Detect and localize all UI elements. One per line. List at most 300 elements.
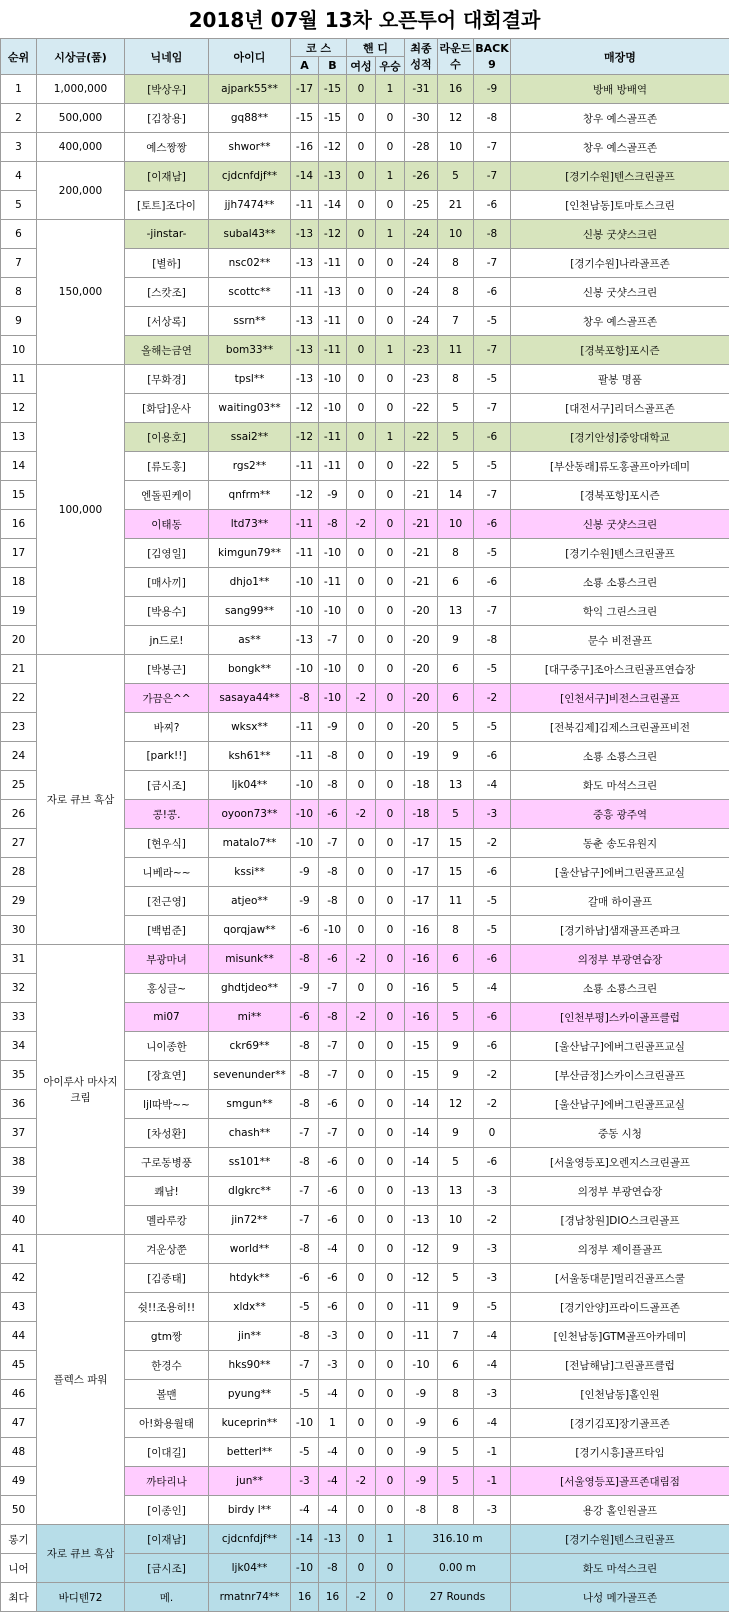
final-score-cell: -20 xyxy=(405,684,438,713)
handicap-winner-cell: 1 xyxy=(376,220,405,249)
rounds-cell: 9 xyxy=(438,742,474,771)
back9-cell: -7 xyxy=(474,162,511,191)
final-score-cell: -12 xyxy=(405,1235,438,1264)
course-a-cell: -17 xyxy=(291,75,319,104)
back9-cell: -8 xyxy=(474,220,511,249)
course-a-cell: -6 xyxy=(291,916,319,945)
course-a-cell: -7 xyxy=(291,1119,319,1148)
back9-cell: -5 xyxy=(474,916,511,945)
back9-cell: -3 xyxy=(474,1177,511,1206)
final-score-cell: -14 xyxy=(405,1119,438,1148)
nickname-cell: 까타리나 xyxy=(125,1467,209,1496)
course-a-cell: -11 xyxy=(291,713,319,742)
handicap-winner-cell: 0 xyxy=(376,655,405,684)
rounds-cell: 7 xyxy=(438,1322,474,1351)
back9-cell: -2 xyxy=(474,684,511,713)
handicap-female-cell: 0 xyxy=(347,771,376,800)
course-b-cell: -14 xyxy=(319,191,347,220)
course-a-cell: -13 xyxy=(291,336,319,365)
handicap-winner-cell: 0 xyxy=(376,1467,405,1496)
handicap-female-cell: -2 xyxy=(347,800,376,829)
nickname-cell: [박용수] xyxy=(125,597,209,626)
handicap-winner-cell: 0 xyxy=(376,1322,405,1351)
handicap-winner-cell: 0 xyxy=(376,858,405,887)
course-b-cell: -7 xyxy=(319,1119,347,1148)
rounds-cell: 14 xyxy=(438,481,474,510)
rounds-cell: 13 xyxy=(438,597,474,626)
handicap-winner-cell: 0 xyxy=(376,1206,405,1235)
nickname-cell: [토트]조다이 xyxy=(125,191,209,220)
course-b-cell: -9 xyxy=(319,713,347,742)
final-score-cell: -31 xyxy=(405,75,438,104)
course-b-cell: -10 xyxy=(319,539,347,568)
final-score-cell: -22 xyxy=(405,423,438,452)
rank-cell: 20 xyxy=(1,626,37,655)
id-cell: oyoon73** xyxy=(209,800,291,829)
handicap-female-cell: 0 xyxy=(347,1322,376,1351)
handicap-winner-cell: 0 xyxy=(376,916,405,945)
id-cell: xldx** xyxy=(209,1293,291,1322)
id-cell: ss101** xyxy=(209,1148,291,1177)
id-cell: kssi** xyxy=(209,858,291,887)
handicap-winner-cell: 0 xyxy=(376,452,405,481)
store-cell: [경기수원]나라골프존 xyxy=(511,249,729,278)
handicap-winner-cell: 0 xyxy=(376,1380,405,1409)
final-score-cell: -9 xyxy=(405,1467,438,1496)
table-row xyxy=(1,220,729,249)
rank-cell: 39 xyxy=(1,1177,37,1206)
back9-cell: -7 xyxy=(474,481,511,510)
course-b-cell: -11 xyxy=(319,249,347,278)
store-cell: 소룡 소룡스크린 xyxy=(511,568,729,597)
handicap-winner-cell: 1 xyxy=(376,1525,405,1554)
back9-cell: -1 xyxy=(474,1438,511,1467)
table-row xyxy=(1,104,729,133)
nickname-cell: jn드로! xyxy=(125,626,209,655)
back9-cell: -2 xyxy=(474,1206,511,1235)
course-b-cell: -4 xyxy=(319,1496,347,1525)
id-cell: htdyk** xyxy=(209,1264,291,1293)
course-b-cell: -12 xyxy=(319,133,347,162)
course-b-cell: -10 xyxy=(319,684,347,713)
course-b-cell: -8 xyxy=(319,858,347,887)
id-cell: as** xyxy=(209,626,291,655)
id-cell: ljk04** xyxy=(209,771,291,800)
handicap-female-cell: 0 xyxy=(347,858,376,887)
course-b-cell: -8 xyxy=(319,1003,347,1032)
id-cell: bongk** xyxy=(209,655,291,684)
handicap-female-cell: 0 xyxy=(347,1554,376,1583)
course-b-cell: -3 xyxy=(319,1351,347,1380)
header-rounds: 라운드 수 xyxy=(438,39,474,75)
rounds-cell: 9 xyxy=(438,1032,474,1061)
nickname-cell: [금시조] xyxy=(125,771,209,800)
header-handicap-winner: 우승 xyxy=(376,57,405,75)
nickname-cell: [백범준] xyxy=(125,916,209,945)
handicap-winner-cell: 0 xyxy=(376,539,405,568)
course-b-cell: -10 xyxy=(319,916,347,945)
id-cell: kuceprin** xyxy=(209,1409,291,1438)
back9-cell: -3 xyxy=(474,1264,511,1293)
store-cell: [서울영등포]골프존대림점 xyxy=(511,1467,729,1496)
header-back9: BACK 9 xyxy=(474,39,511,75)
final-score-cell: -16 xyxy=(405,974,438,1003)
handicap-winner-cell: 0 xyxy=(376,1438,405,1467)
final-score-cell: -22 xyxy=(405,452,438,481)
final-score-cell: -18 xyxy=(405,800,438,829)
handicap-female-cell: 0 xyxy=(347,1496,376,1525)
handicap-winner-cell: 0 xyxy=(376,597,405,626)
final-score-cell: -28 xyxy=(405,133,438,162)
back9-cell: 0 xyxy=(474,1119,511,1148)
rank-cell: 40 xyxy=(1,1206,37,1235)
rank-cell: 22 xyxy=(1,684,37,713)
id-cell: rgs2** xyxy=(209,452,291,481)
back9-cell: -5 xyxy=(474,655,511,684)
handicap-winner-cell: 0 xyxy=(376,829,405,858)
course-b-cell: -11 xyxy=(319,336,347,365)
course-b-cell: -11 xyxy=(319,452,347,481)
id-cell: ssai2** xyxy=(209,423,291,452)
rounds-cell: 5 xyxy=(438,800,474,829)
store-cell: [경북포항]포시즌 xyxy=(511,336,729,365)
store-cell: [경기하남]샘재골프존파크 xyxy=(511,916,729,945)
final-score-cell: -20 xyxy=(405,626,438,655)
nickname-cell: [이대길] xyxy=(125,1438,209,1467)
course-b-cell: -7 xyxy=(319,626,347,655)
rounds-cell: 9 xyxy=(438,1293,474,1322)
rounds-cell: 9 xyxy=(438,1119,474,1148)
id-cell: scottc** xyxy=(209,278,291,307)
handicap-female-cell: -2 xyxy=(347,684,376,713)
rank-cell: 12 xyxy=(1,394,37,423)
store-cell: [서울영등포]오렌지스크린골프 xyxy=(511,1148,729,1177)
rounds-cell: 7 xyxy=(438,307,474,336)
course-a-cell: -12 xyxy=(291,394,319,423)
course-a-cell: -8 xyxy=(291,1090,319,1119)
final-score-cell: -20 xyxy=(405,713,438,742)
back9-cell: -3 xyxy=(474,800,511,829)
rounds-cell: 5 xyxy=(438,974,474,1003)
handicap-female-cell: -2 xyxy=(347,510,376,539)
course-b-cell: -10 xyxy=(319,597,347,626)
handicap-winner-cell: 0 xyxy=(376,365,405,394)
handicap-female-cell: 0 xyxy=(347,1293,376,1322)
rank-cell: 16 xyxy=(1,510,37,539)
id-cell: misunk** xyxy=(209,945,291,974)
final-score-cell: -23 xyxy=(405,336,438,365)
nickname-cell: [무화경] xyxy=(125,365,209,394)
rounds-cell: 21 xyxy=(438,191,474,220)
rounds-cell: 5 xyxy=(438,452,474,481)
rank-cell: 5 xyxy=(1,191,37,220)
store-cell: 학익 그린스크린 xyxy=(511,597,729,626)
store-cell: 창우 예스골프존 xyxy=(511,307,729,336)
rounds-cell: 6 xyxy=(438,1409,474,1438)
course-a-cell: -12 xyxy=(291,481,319,510)
nickname-cell: 홍싱글~ xyxy=(125,974,209,1003)
nickname-cell: 쾌남! xyxy=(125,1177,209,1206)
final-score-cell: -9 xyxy=(405,1380,438,1409)
handicap-female-cell: 0 xyxy=(347,75,376,104)
store-cell: [경기안성]중앙대학교 xyxy=(511,423,729,452)
rank-cell: 8 xyxy=(1,278,37,307)
course-b-cell: -8 xyxy=(319,887,347,916)
handicap-winner-cell: 0 xyxy=(376,800,405,829)
back9-cell: -7 xyxy=(474,394,511,423)
final-score-cell: -21 xyxy=(405,510,438,539)
course-b-cell: -15 xyxy=(319,75,347,104)
nickname-cell: 볼맨 xyxy=(125,1380,209,1409)
id-cell: ghdtjdeo** xyxy=(209,974,291,1003)
table-row xyxy=(1,655,729,684)
rank-cell: 42 xyxy=(1,1264,37,1293)
final-score-cell: -18 xyxy=(405,771,438,800)
course-b-cell: -13 xyxy=(319,278,347,307)
course-b-cell: -6 xyxy=(319,1206,347,1235)
final-score-cell: -17 xyxy=(405,829,438,858)
back9-cell: -5 xyxy=(474,539,511,568)
id-cell: ltd73** xyxy=(209,510,291,539)
award-result-cell: 27 Rounds xyxy=(405,1583,511,1612)
handicap-winner-cell: 0 xyxy=(376,771,405,800)
handicap-female-cell: 0 xyxy=(347,626,376,655)
rank-cell: 21 xyxy=(1,655,37,684)
handicap-winner-cell: 0 xyxy=(376,742,405,771)
course-b-cell: -4 xyxy=(319,1467,347,1496)
handicap-female-cell: 0 xyxy=(347,539,376,568)
back9-cell: -4 xyxy=(474,974,511,1003)
back9-cell: -3 xyxy=(474,1380,511,1409)
rounds-cell: 8 xyxy=(438,539,474,568)
store-cell: [인천부평]스카이골프클럽 xyxy=(511,1003,729,1032)
rounds-cell: 15 xyxy=(438,829,474,858)
course-b-cell: -11 xyxy=(319,307,347,336)
back9-cell: -6 xyxy=(474,510,511,539)
course-b-cell: -6 xyxy=(319,1148,347,1177)
rank-cell: 50 xyxy=(1,1496,37,1525)
handicap-winner-cell: 1 xyxy=(376,423,405,452)
handicap-winner-cell: 0 xyxy=(376,945,405,974)
rounds-cell: 8 xyxy=(438,365,474,394)
course-a-cell: -9 xyxy=(291,858,319,887)
nickname-cell: [김영일] xyxy=(125,539,209,568)
course-a-cell: -10 xyxy=(291,800,319,829)
back9-cell: -6 xyxy=(474,423,511,452)
nickname-cell: gtm짱 xyxy=(125,1322,209,1351)
prize-cell: 자로 큐브 흑삼 xyxy=(37,655,125,945)
handicap-female-cell: 0 xyxy=(347,162,376,191)
results-table xyxy=(0,38,729,1612)
store-cell: 용강 홀인원골프 xyxy=(511,1496,729,1525)
store-cell: 신봉 굿샷스크린 xyxy=(511,220,729,249)
nickname-cell: 예스짱짱 xyxy=(125,133,209,162)
handicap-winner-cell: 0 xyxy=(376,1409,405,1438)
handicap-winner-cell: 0 xyxy=(376,626,405,655)
rounds-cell: 9 xyxy=(438,1061,474,1090)
handicap-female-cell: 0 xyxy=(347,1061,376,1090)
final-score-cell: -8 xyxy=(405,1496,438,1525)
table-row xyxy=(1,1235,729,1264)
rank-cell: 2 xyxy=(1,104,37,133)
handicap-female-cell: 0 xyxy=(347,1351,376,1380)
back9-cell: -4 xyxy=(474,1322,511,1351)
back9-cell: -6 xyxy=(474,858,511,887)
rank-cell: 9 xyxy=(1,307,37,336)
back9-cell: -7 xyxy=(474,597,511,626)
handicap-winner-cell: 0 xyxy=(376,510,405,539)
back9-cell: -1 xyxy=(474,1467,511,1496)
rank-cell: 13 xyxy=(1,423,37,452)
course-b-cell: -7 xyxy=(319,1032,347,1061)
back9-cell: -5 xyxy=(474,307,511,336)
rounds-cell: 8 xyxy=(438,916,474,945)
store-cell: [경남창원]DIO스크린골프 xyxy=(511,1206,729,1235)
course-b-cell: -11 xyxy=(319,423,347,452)
final-score-cell: -9 xyxy=(405,1409,438,1438)
nickname-cell: -jinstar- xyxy=(125,220,209,249)
store-cell: [대구중구]조아스크린골프연습장 xyxy=(511,655,729,684)
store-cell: [경기안양]프라이드골프존 xyxy=(511,1293,729,1322)
rank-cell: 17 xyxy=(1,539,37,568)
final-score-cell: -21 xyxy=(405,481,438,510)
course-b-cell: -8 xyxy=(319,1554,347,1583)
header-nickname: 닉네임 xyxy=(125,39,209,75)
course-a-cell: -10 xyxy=(291,568,319,597)
handicap-winner-cell: 0 xyxy=(376,307,405,336)
handicap-female-cell: 0 xyxy=(347,597,376,626)
prize-cell: 400,000 xyxy=(37,133,125,162)
handicap-winner-cell: 0 xyxy=(376,133,405,162)
id-cell: ljk04** xyxy=(209,1554,291,1583)
nickname-cell: 한경수 xyxy=(125,1351,209,1380)
header-store: 매장명 xyxy=(511,39,729,75)
course-b-cell: -12 xyxy=(319,220,347,249)
handicap-female-cell: -2 xyxy=(347,1583,376,1612)
id-cell: ajpark55** xyxy=(209,75,291,104)
rounds-cell: 8 xyxy=(438,249,474,278)
final-score-cell: -11 xyxy=(405,1322,438,1351)
handicap-female-cell: 0 xyxy=(347,220,376,249)
nickname-cell: [서상록] xyxy=(125,307,209,336)
id-cell: nsc02** xyxy=(209,249,291,278)
handicap-female-cell: 0 xyxy=(347,1206,376,1235)
back9-cell: -8 xyxy=(474,626,511,655)
final-score-cell: -16 xyxy=(405,1003,438,1032)
nickname-cell: 니베라~~ xyxy=(125,858,209,887)
header-course: 코 스 xyxy=(291,39,347,57)
course-a-cell: -10 xyxy=(291,1554,319,1583)
nickname-cell: [현우식] xyxy=(125,829,209,858)
nickname-cell: [스캇조] xyxy=(125,278,209,307)
course-b-cell: -8 xyxy=(319,742,347,771)
handicap-winner-cell: 1 xyxy=(376,336,405,365)
rank-cell: 7 xyxy=(1,249,37,278)
final-score-cell: -22 xyxy=(405,394,438,423)
store-cell: [울산남구]에버그린골프교실 xyxy=(511,858,729,887)
id-cell: chash** xyxy=(209,1119,291,1148)
course-b-cell: -8 xyxy=(319,771,347,800)
prize-cell: 150,000 xyxy=(37,220,125,365)
rounds-cell: 13 xyxy=(438,1177,474,1206)
final-score-cell: -25 xyxy=(405,191,438,220)
back9-cell: -6 xyxy=(474,1003,511,1032)
handicap-female-cell: 0 xyxy=(347,336,376,365)
rank-cell: 34 xyxy=(1,1032,37,1061)
header-prize: 시상금(품) xyxy=(37,39,125,75)
handicap-winner-cell: 0 xyxy=(376,713,405,742)
course-a-cell: -11 xyxy=(291,191,319,220)
rounds-cell: 11 xyxy=(438,336,474,365)
rank-cell: 38 xyxy=(1,1148,37,1177)
course-a-cell: -15 xyxy=(291,104,319,133)
final-score-cell: -24 xyxy=(405,278,438,307)
id-cell: dhjo1** xyxy=(209,568,291,597)
course-b-cell: -13 xyxy=(319,162,347,191)
rank-cell: 37 xyxy=(1,1119,37,1148)
handicap-female-cell: 0 xyxy=(347,481,376,510)
store-cell: 팔봉 명품 xyxy=(511,365,729,394)
handicap-winner-cell: 0 xyxy=(376,887,405,916)
final-score-cell: -11 xyxy=(405,1293,438,1322)
rank-cell: 45 xyxy=(1,1351,37,1380)
rank-cell: 35 xyxy=(1,1061,37,1090)
final-score-cell: -30 xyxy=(405,104,438,133)
handicap-female-cell: 0 xyxy=(347,365,376,394)
course-a-cell: -11 xyxy=(291,539,319,568)
rounds-cell: 16 xyxy=(438,75,474,104)
back9-cell: -6 xyxy=(474,945,511,974)
course-a-cell: -8 xyxy=(291,684,319,713)
id-cell: mi** xyxy=(209,1003,291,1032)
id-cell: jun** xyxy=(209,1467,291,1496)
course-a-cell: -13 xyxy=(291,307,319,336)
final-score-cell: -14 xyxy=(405,1148,438,1177)
handicap-female-cell: 0 xyxy=(347,1119,376,1148)
nickname-cell: [금시조] xyxy=(125,1554,209,1583)
header-rank: 순위 xyxy=(1,39,37,75)
rounds-cell: 8 xyxy=(438,278,474,307)
rank-cell: 26 xyxy=(1,800,37,829)
nickname-cell: [박봉근] xyxy=(125,655,209,684)
handicap-winner-cell: 0 xyxy=(376,684,405,713)
award-row xyxy=(1,1525,729,1554)
store-cell: 화도 마석스크린 xyxy=(511,771,729,800)
rounds-cell: 5 xyxy=(438,1438,474,1467)
course-a-cell: -10 xyxy=(291,829,319,858)
handicap-female-cell: 0 xyxy=(347,1264,376,1293)
award-result-cell: 316.10 m xyxy=(405,1525,511,1554)
nickname-cell: 니이종한 xyxy=(125,1032,209,1061)
back9-cell: -6 xyxy=(474,1032,511,1061)
final-score-cell: -23 xyxy=(405,365,438,394)
store-cell: [전북김제]김제스크린골프비전 xyxy=(511,713,729,742)
handicap-winner-cell: 0 xyxy=(376,249,405,278)
course-a-cell: -5 xyxy=(291,1380,319,1409)
table-row xyxy=(1,75,729,104)
back9-cell: -4 xyxy=(474,1351,511,1380)
handicap-winner-cell: 0 xyxy=(376,1148,405,1177)
back9-cell: -5 xyxy=(474,365,511,394)
back9-cell: -3 xyxy=(474,1235,511,1264)
course-a-cell: -11 xyxy=(291,510,319,539)
store-cell: [인천서구]비전스크린골프 xyxy=(511,684,729,713)
handicap-female-cell: 0 xyxy=(347,1177,376,1206)
rounds-cell: 10 xyxy=(438,510,474,539)
handicap-female-cell: 0 xyxy=(347,713,376,742)
final-score-cell: -24 xyxy=(405,307,438,336)
id-cell: bom33** xyxy=(209,336,291,365)
